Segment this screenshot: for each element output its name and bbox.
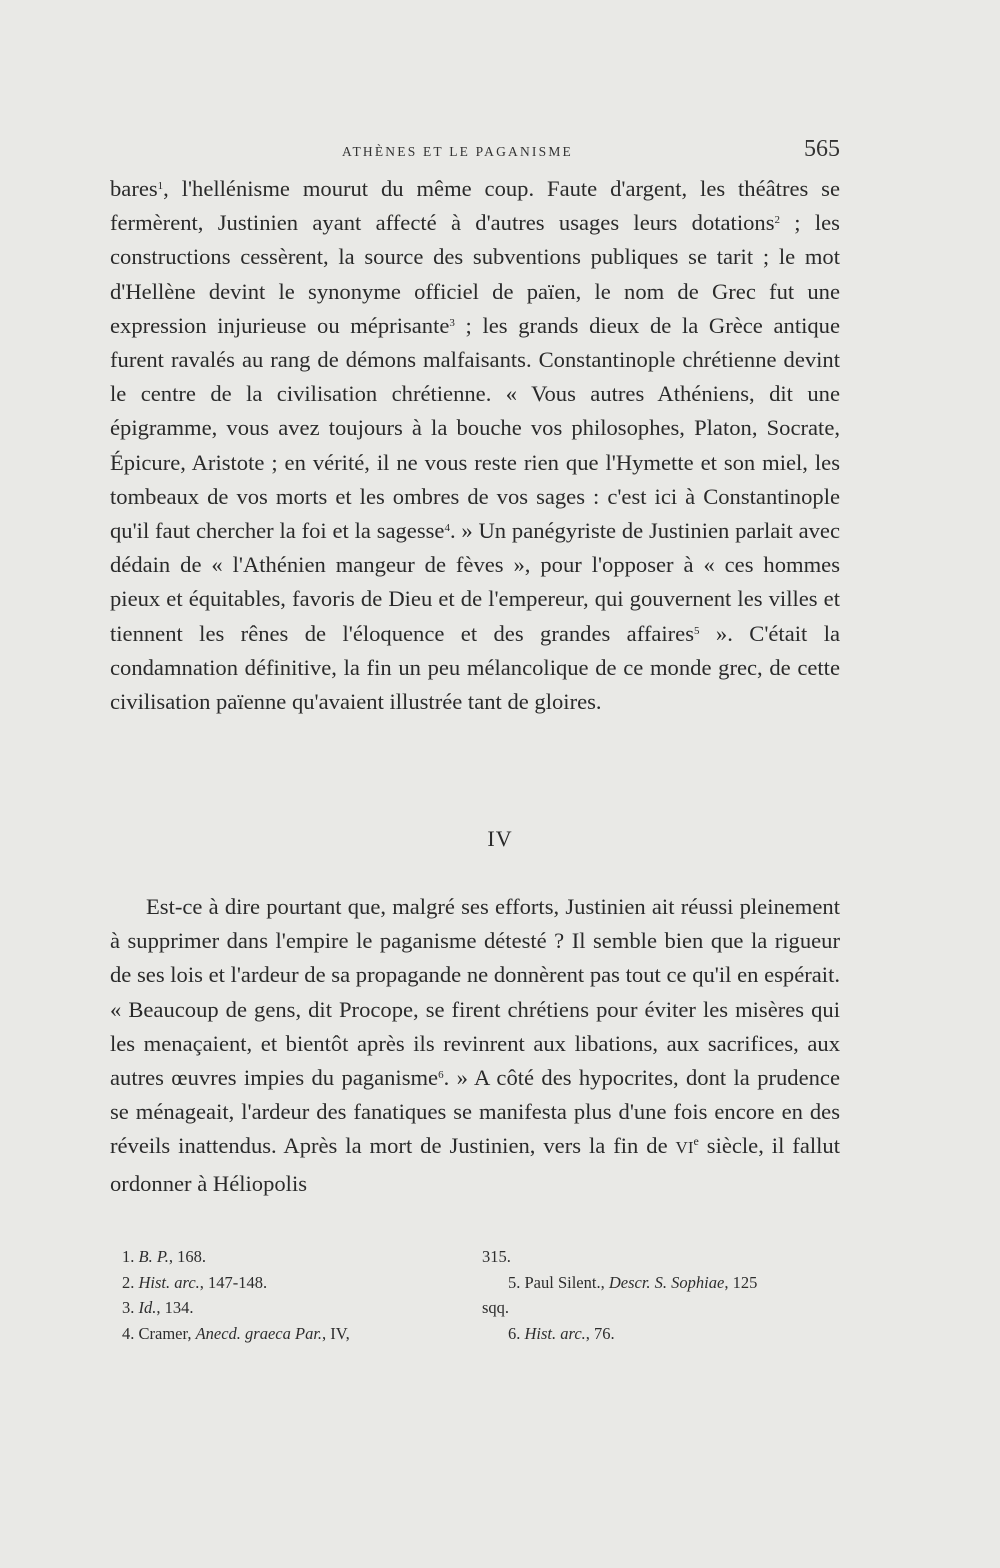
footnote-author: Cramer, (138, 1323, 196, 1343)
footnote-ref: 1 (157, 180, 164, 192)
paragraph-text: ; les constructions cessèrent, la source des subventions publiques se tarit ; le mot d'Hellène devint le synonyme officiel de païen, le nom de Grec fut une expression injurieuse ou méprisante (110, 210, 840, 338)
footnote-ref: 3 (449, 316, 455, 329)
footnote-number: 3. (122, 1298, 135, 1318)
footnote-1 (122, 1244, 462, 1270)
footnote-2 (122, 1270, 462, 1296)
footnote-ref: 4 (444, 522, 450, 535)
footnote-text: , 134. (156, 1298, 194, 1318)
footnotes-left-column (122, 1244, 462, 1346)
footnote-number: 6. (508, 1323, 521, 1343)
section-heading: IV (487, 826, 513, 851)
paragraph-text: ». C'était la condamnation définitive, la fin un peu mélancolique de ce monde grec, de cette civilisation païenne qu'avaient illustrée tant de gloires. (110, 620, 840, 715)
footnote-author: Paul Silent., (524, 1272, 609, 1292)
paragraph (110, 890, 840, 1201)
footnote-text: , 76. (585, 1323, 615, 1343)
footnote-number: 5. (508, 1272, 521, 1292)
footnote-4 (122, 1321, 462, 1347)
paragraph-text: ; les grands dieux de la Grèce antique furent ravalés au rang de démons malfaisants. Constantinople chrétienne devint le centre de la civilisation chrétienne. « Vous autres Athéniens, dit une épigramme, vous avez toujours à la bouche vos philosophes, Platon, Socrate, Épicure, Aristote ; en vérité, il ne vous reste rien que l'Hymette et son miel, les tombeaux de vos morts et les ombres de vos sages : c'est ici à Constantinople qu'il faut chercher la foi et la sagesse (110, 312, 840, 544)
footnotes-right-column (482, 1244, 842, 1346)
running-title: ATHÈNES ET LE PAGANISME (342, 144, 573, 159)
footnote-reference: Descr. S. Sophiae (608, 1272, 725, 1292)
footnote-ref: 6 (438, 1069, 444, 1082)
paragraph-text: . » Un panégyriste de Justinien parlait avec dédain de « l'Athénien mangeur de fèves », pour l'opposer à « ces hommes pieux et équitables, favoris de Dieu et de l'empereur, qui gouvernent les villes et tiennent les rênes de l'éloquence et des grandes affaires (110, 518, 840, 646)
page-number: 565 (804, 136, 840, 162)
footnote-ref: 5 (694, 624, 700, 637)
footnote-number: 4. (122, 1323, 135, 1343)
paragraph-continued (110, 172, 840, 719)
footnote-text: , IV, (322, 1323, 350, 1343)
footnote-text: , 125 (724, 1272, 758, 1292)
footnote-reference: Hist. arc. (138, 1272, 200, 1292)
footnote-6 (482, 1321, 842, 1347)
footnote-5 (482, 1270, 842, 1296)
running-header (110, 136, 840, 166)
footnote-reference: Anecd. graeca Par. (195, 1323, 323, 1343)
footnote-reference: Id. (138, 1298, 157, 1318)
footnote-ref: 2 (774, 214, 780, 227)
footnote-text: , 168. (168, 1247, 207, 1266)
paragraph-text: , l'hellénisme mourut du même coup. Faute d'argent, les théâtres se fermèrent, Justinien ayant affecté à d'autres usages leurs dotations (110, 176, 840, 236)
paragraph-text: siècle, il fallut ordonner à Héliopolis (110, 1133, 840, 1196)
century-numeral: VI (675, 1138, 694, 1158)
footnote-3 (122, 1295, 462, 1321)
footnote-text: , 147-148. (199, 1272, 268, 1292)
paragraph-text: bares (110, 176, 158, 201)
footnote-number: 1. (122, 1247, 135, 1266)
footnote-4-continued: 315. (482, 1247, 511, 1266)
footnote-number: 2. (122, 1272, 135, 1292)
paragraph-text: Est-ce à dire pourtant que, malgré ses efforts, Justinien ait réussi pleinement à supprimer dans l'empire le paganisme détesté ? Il semble bien que la rigueur de ses lois et l'ardeur de sa propagande ne donnèrent pas tout ce qu'il en espérait. « Beaucoup de gens, dit Procope, se firent chrétiens pour éviter les misères qui les menaçaient, et bientôt après ils revinrent aux libations, aux sacrifices, aux autres œuvres impies du paganisme (110, 894, 840, 1091)
paragraph-text: . » A côté des hypocrites, dont la prudence se ménageait, l'ardeur des fanatiques se manifesta plus d'une fois encore en des réveils inattendus. Après la mort de Justinien, vers la fin de (110, 1065, 840, 1159)
footnote-reference: B. P. (138, 1247, 169, 1266)
footnote-reference: Hist. arc. (524, 1323, 586, 1343)
footnote-5-continued: sqq. (482, 1298, 510, 1318)
century-suffix: e (693, 1134, 699, 1149)
